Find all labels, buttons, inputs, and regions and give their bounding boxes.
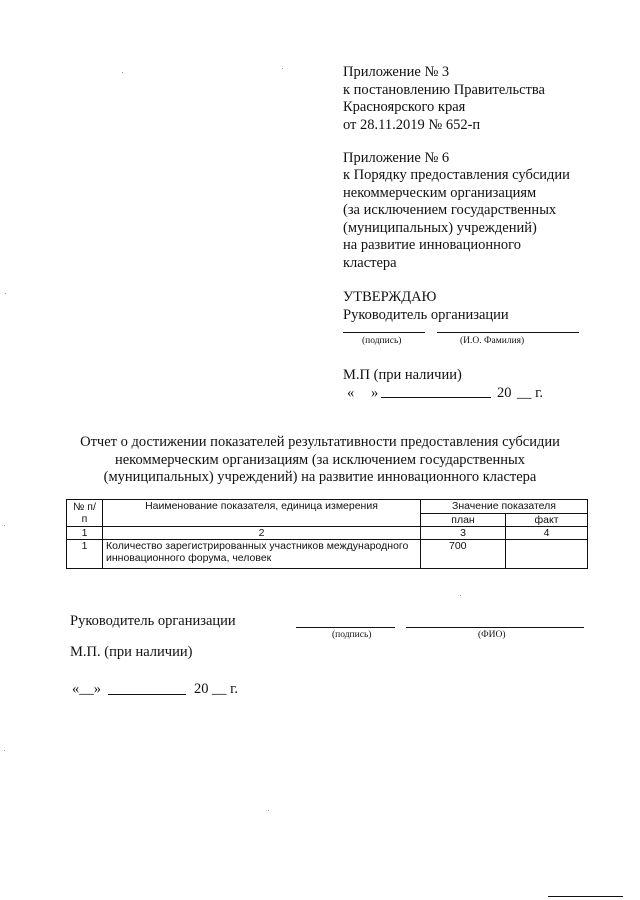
approve-year-prefix: 20 [497, 385, 512, 401]
row-plan: 700 [421, 540, 506, 569]
signature-caption: (подпись) [362, 336, 402, 346]
row-num: 1 [67, 540, 103, 569]
scan-speck [282, 68, 283, 69]
row-fact [506, 540, 588, 569]
appendix6-line: Приложение № 6 [343, 150, 450, 166]
footer-name-line [406, 627, 584, 628]
date-close-quote: » [371, 385, 379, 401]
scan-speck [268, 810, 269, 811]
col-number: 2 [103, 527, 421, 540]
header-plan: план [421, 513, 506, 527]
footer-stamp: М.П. (при наличии) [70, 644, 193, 660]
table-row [67, 540, 588, 569]
appendix6-line: кластера [343, 255, 397, 271]
name-line [437, 332, 579, 333]
header-name: Наименование показателя, единица измерения [103, 500, 421, 527]
scan-speck [5, 293, 6, 294]
scan-speck [4, 525, 5, 526]
appendix6-line: на развитие инновационного [343, 237, 521, 253]
scan-speck [460, 595, 461, 596]
appendix3-line1: Приложение № 3 [343, 64, 450, 80]
appendix3-line3: Красноярского края [343, 99, 466, 115]
col-number: 3 [421, 527, 506, 540]
approve-heading: УТВЕРЖДАЮ [343, 289, 437, 305]
date-line [381, 397, 491, 398]
header-fact: факт [506, 513, 588, 527]
appendix6-line: некоммерческим организациям [343, 185, 537, 201]
approve-role: Руководитель организации [343, 307, 509, 323]
report-table [66, 499, 588, 569]
footer-role: Руководитель организации [70, 613, 236, 629]
col-number: 1 [67, 527, 103, 540]
footer-date-open: «__» [72, 681, 101, 697]
footer-year-suffix: __ г. [212, 681, 239, 697]
appendix3-line4: от 28.11.2019 № 652-п [343, 117, 481, 133]
appendix3-line2: к постановлению Правительства [343, 82, 545, 98]
signature-line [343, 332, 425, 333]
scan-speck [122, 72, 123, 73]
report-title-line1: Отчет о достижении показателей результативности предоставления субсидии [80, 434, 560, 450]
header-num: № п/п [67, 500, 103, 527]
approve-stamp: М.П (при наличии) [343, 367, 462, 383]
scan-speck [4, 750, 5, 751]
approve-year-suffix: __ г. [517, 385, 544, 401]
footer-signature-caption: (подпись) [332, 630, 372, 640]
appendix6-line: (муниципальных) учреждений) [343, 220, 537, 236]
date-open-quote: « [347, 385, 355, 401]
page-edge-mark [548, 896, 623, 897]
footer-year-prefix: 20 [194, 681, 209, 697]
report-title-line3: (муниципальных) учреждений) на развитие инновационного кластера [103, 469, 537, 485]
row-name: Количество зарегистрированных участников международного инновационного форума, человек [103, 540, 421, 569]
col-number: 4 [506, 527, 588, 540]
name-caption: (И.О. Фамилия) [460, 336, 525, 346]
footer-name-caption: (ФИО) [478, 630, 506, 640]
footer-signature-line [296, 627, 395, 628]
footer-date-line [108, 694, 186, 695]
report-title-line2: некоммерческим организациям (за исключением государственных [114, 452, 526, 468]
header-value: Значение показателя [421, 500, 588, 514]
appendix6-line: к Порядку предоставления субсидии [343, 167, 570, 183]
appendix6-line: (за исключением государственных [343, 202, 557, 218]
